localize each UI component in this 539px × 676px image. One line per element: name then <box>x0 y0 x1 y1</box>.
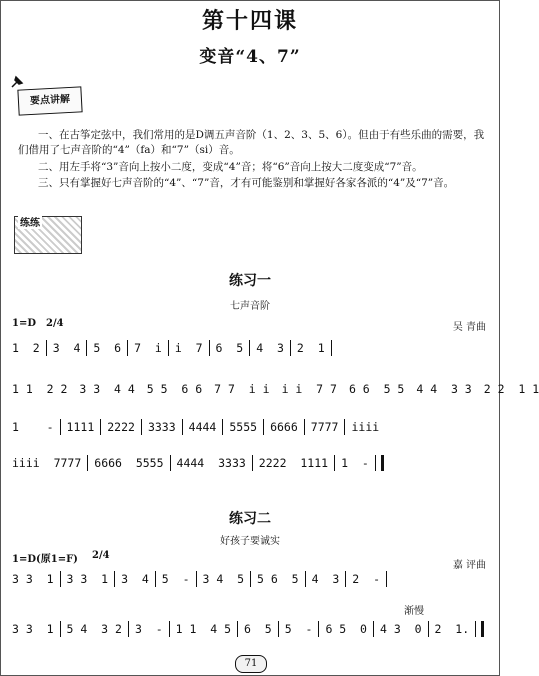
tempo-marking: 渐慢 <box>404 606 424 617</box>
measure: 5 - <box>284 622 313 636</box>
measure: 1111 <box>66 420 95 434</box>
measure: 1 <box>341 456 348 470</box>
measure: 7 i <box>134 341 162 355</box>
measure: 4 3 <box>256 341 284 355</box>
exercise-1-heading: 练习一 <box>229 273 271 289</box>
page-title: 第十四课 <box>201 8 298 34</box>
exercise-1-time: 2/4 <box>46 318 64 329</box>
measure: 4 3 0 <box>379 622 422 636</box>
measure: 2 2 1 1 <box>483 382 539 396</box>
measure: 1 - <box>12 420 54 434</box>
measure: 6 5 <box>215 341 244 355</box>
measure: 2222 <box>107 420 135 434</box>
measure: 3 4 5 <box>202 572 245 586</box>
measure: 4 3 <box>311 572 340 586</box>
exercise-2-row-1 <box>12 568 488 590</box>
exercise-1-piece-title: 七声音阶 <box>230 301 270 312</box>
measure: 6666 <box>270 420 298 434</box>
measure: 6 6 5 5 <box>348 382 405 396</box>
measure: 3 4 <box>121 572 149 586</box>
measure: 5555 <box>135 456 164 470</box>
measure: 5 4 3 2 <box>66 622 122 636</box>
measure: 5 5 6 6 <box>146 382 203 396</box>
measure: 1 2 <box>12 341 40 355</box>
exercise-1-key: 1=D <box>12 318 37 329</box>
measure: 3 3 4 4 <box>79 382 135 396</box>
measure: 4444 <box>188 420 217 434</box>
exercise-2-heading: 练习二 <box>229 511 271 527</box>
measure: iiii <box>351 420 380 434</box>
exercise-2-row-2 <box>12 618 488 640</box>
measure: 7777 <box>53 456 82 470</box>
page-subtitle: 变音“4、7” <box>199 47 301 67</box>
measure: 2 1 <box>296 341 325 355</box>
measure: i 7 <box>174 341 203 355</box>
exercise-2-key: 1=D(原1=F) <box>12 554 78 565</box>
measure: 3 - <box>134 622 163 636</box>
measure: iiii <box>12 456 40 470</box>
explanation-badge <box>8 74 84 114</box>
measure: i i 7 7 <box>281 382 337 396</box>
measure: 2 - <box>352 572 380 586</box>
measure: 4444 <box>176 456 205 470</box>
measure: 6666 <box>94 456 122 470</box>
measure: 7777 <box>310 420 339 434</box>
measure: 6 5 0 <box>325 622 367 636</box>
practice-badge-label: 练练 <box>18 214 42 229</box>
measure: 3333 <box>147 420 176 434</box>
exercise-1-row-4 <box>12 452 488 474</box>
measure: - <box>361 456 369 470</box>
practice-badge <box>10 210 86 256</box>
measure: 1 1 4 5 <box>175 622 232 636</box>
measure: 4 4 3 3 <box>416 382 472 396</box>
measure: 1 1 2 2 <box>12 382 68 396</box>
measure: 2 1. <box>434 622 470 636</box>
exercise-1-row-2 <box>12 378 539 400</box>
measure: 5 6 5 <box>257 572 299 586</box>
measure: 5 - <box>161 572 190 586</box>
measure: 1111 <box>300 456 329 470</box>
page-number: 71 <box>235 655 267 673</box>
measure: 3 3 1 <box>12 622 54 636</box>
exercise-2-time: 2/4 <box>92 550 110 561</box>
measure: 3 3 1 <box>12 572 54 586</box>
measure: 5555 <box>229 420 258 434</box>
exercise-1-row-1 <box>12 337 488 359</box>
pin-icon <box>10 74 24 88</box>
exercise-2-composer: 嘉 评曲 <box>452 560 486 571</box>
measure: 3 3 1 <box>66 572 109 586</box>
paragraph-2: 二、用左手将“3”音向上按小二度，变成“4”音；将“6”音向上按大二度变成“7”音。 <box>38 161 423 173</box>
measure: 2222 <box>258 456 287 470</box>
paragraph-3: 三、只有掌握好七声音阶的“4”、“7”音，才有可能鉴别和掌握好各家各派的“4”及“7”音。 <box>38 177 455 189</box>
explanation-badge-label: 要点讲解 <box>17 86 82 115</box>
exercise-2-piece-title: 好孩子要诚实 <box>220 536 280 547</box>
measure: 7 7 i i <box>214 382 270 396</box>
measure: 5 6 <box>93 341 122 355</box>
exercise-1-row-3 <box>12 416 488 438</box>
measure: 3333 <box>218 456 246 470</box>
paragraph-1: 一、在古筝定弦中，我们常用的是D调五声音阶（1、2、3、5、6）。但由于有些乐曲的需要，我们借用了七声音阶的“4”（fa）和“7”（si）音。 <box>18 129 485 156</box>
measure: 3 4 <box>52 341 81 355</box>
measure: 6 5 <box>244 622 272 636</box>
exercise-1-composer: 吴 青曲 <box>452 322 486 333</box>
